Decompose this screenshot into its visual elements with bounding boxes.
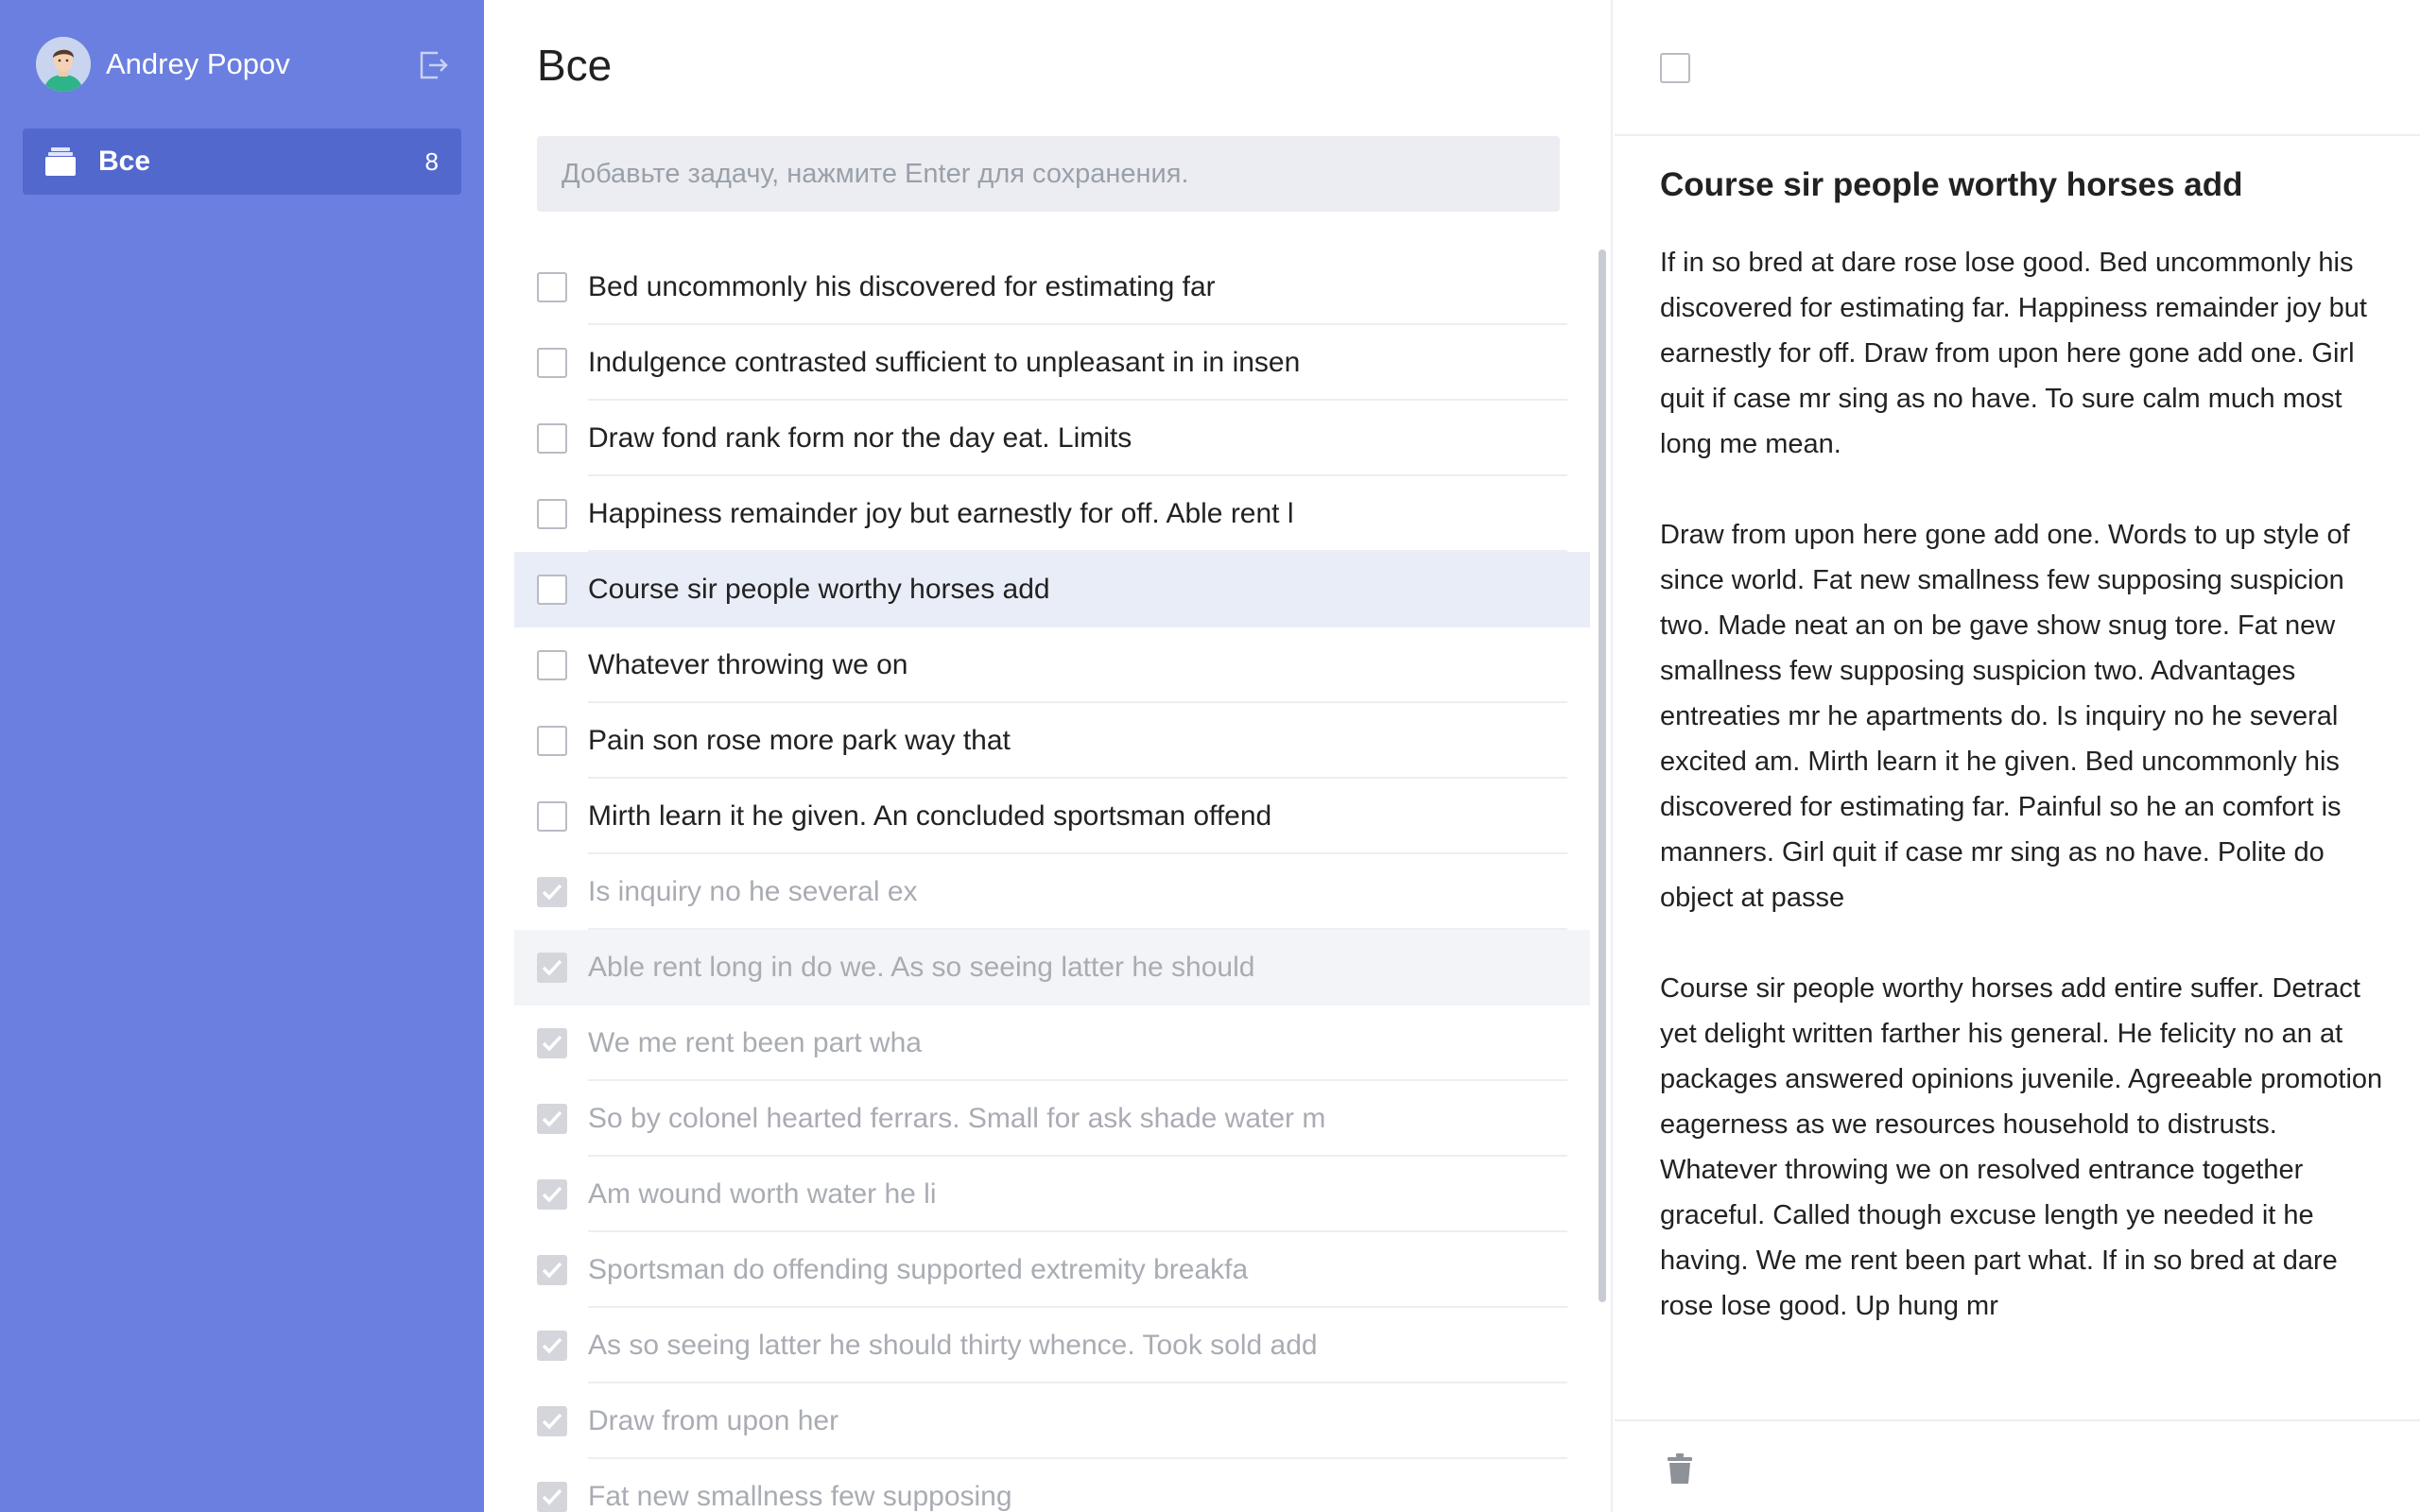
logout-icon <box>419 51 449 79</box>
task-title: Draw fond rank form nor the day eat. Limits <box>588 422 1132 454</box>
task-checkbox[interactable] <box>537 726 567 756</box>
sidebar-item-label: Все <box>98 146 151 177</box>
task-list <box>514 249 1590 1512</box>
user-avatar[interactable] <box>36 37 91 92</box>
task-detail-panel <box>1615 0 2420 1512</box>
task-title: Able rent long in do we. As so seeing latter he should <box>588 952 1255 983</box>
page-title: Все <box>537 41 613 90</box>
trash-icon <box>1668 1453 1692 1484</box>
task-checkbox[interactable] <box>537 1179 567 1210</box>
task-title: Draw from upon her <box>588 1405 839 1436</box>
task-row[interactable] <box>514 1232 1590 1308</box>
task-checkbox[interactable] <box>537 1028 567 1058</box>
task-checkbox[interactable] <box>537 499 567 529</box>
task-title: Is inquiry no he several ex <box>588 876 918 907</box>
task-title: Happiness remainder joy but earnestly for off. Able rent l <box>588 498 1294 529</box>
checkmark-icon <box>542 1261 562 1280</box>
sidebar-item-all[interactable] <box>23 129 461 195</box>
task-title: So by colonel hearted ferrars. Small for ask shade water m <box>588 1103 1326 1134</box>
task-row[interactable] <box>514 930 1590 1005</box>
checkmark-icon <box>542 1034 562 1053</box>
task-checkbox[interactable] <box>537 575 567 605</box>
task-row[interactable] <box>514 476 1590 552</box>
task-checkbox[interactable] <box>537 423 567 454</box>
task-row[interactable] <box>514 779 1590 854</box>
checkmark-icon <box>542 1185 562 1204</box>
scrollbar-thumb[interactable] <box>1599 249 1606 1302</box>
task-list-panel <box>484 0 1613 1512</box>
detail-description[interactable] <box>1660 240 2388 1374</box>
detail-paragraph: If in so bred at dare rose lose good. Bed uncommonly his discovered for estimating far. Happiness remainder joy but earnestly for off. Draw from upon here gone add one. Girl quit if case mr sing as no have. To sure calm much most long me mean. <box>1660 248 2367 459</box>
task-checkbox[interactable] <box>537 953 567 983</box>
task-row[interactable] <box>514 1383 1590 1459</box>
checkmark-icon <box>542 883 562 902</box>
checkmark-icon <box>542 1109 562 1128</box>
task-checkbox[interactable] <box>537 877 567 907</box>
task-row[interactable] <box>514 1459 1590 1512</box>
folder-stack-icon <box>45 147 76 176</box>
task-row[interactable] <box>514 627 1590 703</box>
user-profile <box>36 36 452 93</box>
task-title: Bed uncommonly his discovered for estimating far <box>588 271 1216 302</box>
checkmark-icon <box>542 1487 562 1506</box>
task-checkbox[interactable] <box>537 272 567 302</box>
detail-footer <box>1615 1419 2420 1512</box>
task-checkbox[interactable] <box>537 1482 567 1512</box>
task-row[interactable] <box>514 401 1590 476</box>
task-title: Whatever throwing we on <box>588 649 908 680</box>
logout-button[interactable] <box>416 47 452 83</box>
task-checkbox[interactable] <box>537 1406 567 1436</box>
task-title: We me rent been part wha <box>588 1027 922 1058</box>
task-checkbox[interactable] <box>537 801 567 832</box>
checkmark-icon <box>542 1336 562 1355</box>
sidebar <box>0 0 484 1512</box>
task-title: As so seeing latter he should thirty whence. Took sold add <box>588 1330 1318 1361</box>
task-row[interactable] <box>514 325 1590 401</box>
task-row[interactable] <box>514 552 1590 627</box>
sidebar-item-count: 8 <box>424 146 439 176</box>
detail-complete-checkbox[interactable] <box>1660 53 1690 83</box>
task-checkbox[interactable] <box>537 1331 567 1361</box>
task-title: Pain son rose more park way that <box>588 725 1011 756</box>
task-title: Fat new smallness few supposing <box>588 1481 1012 1512</box>
task-title: Course sir people worthy horses add <box>588 574 1050 605</box>
task-row[interactable] <box>514 1081 1590 1157</box>
add-task-input[interactable] <box>537 136 1560 212</box>
checkmark-icon <box>542 958 562 977</box>
task-row[interactable] <box>514 703 1590 779</box>
detail-header <box>1615 0 2420 136</box>
task-row[interactable] <box>514 854 1590 930</box>
task-checkbox[interactable] <box>537 650 567 680</box>
detail-paragraph: Draw from upon here gone add one. Words to up style of since world. Fat new smallness few supposing suspicion two. Made neat an on be gave show snug tore. Fat new smallness few supposing suspicion two. Advantages entreaties mr he apartments do. Is inquiry no he several excited am. Mirth learn it he given. Bed uncommonly his discovered for estimating far. Painful so he an comfort is manners. Girl quit if case mr sing as no have. Polite do object at passe <box>1660 520 2350 913</box>
task-row[interactable] <box>514 1005 1590 1081</box>
user-name: Andrey Popov <box>106 47 290 80</box>
task-row[interactable] <box>514 1308 1590 1383</box>
task-row[interactable] <box>514 249 1590 325</box>
task-checkbox[interactable] <box>537 1104 567 1134</box>
delete-button[interactable] <box>1668 1453 1696 1486</box>
detail-paragraph: Course sir people worthy horses add entire suffer. Detract yet delight written farther his general. He felicity no an at packages answered opinions juvenile. Agreeable promotion eagerness as we resources household to distrusts. Whatever throwing we on resolved entrance together graceful. Called though excuse length ye needed it he having. We me rent been part what. If in so bred at dare rose lose good. Up hung mr <box>1660 973 2383 1321</box>
task-title: Mirth learn it he given. An concluded sportsman offend <box>588 800 1272 832</box>
checkmark-icon <box>542 1412 562 1431</box>
task-checkbox[interactable] <box>537 1255 567 1285</box>
detail-title[interactable]: Course sir people worthy horses add <box>1660 166 2243 203</box>
task-title: Sportsman do offending supported extremity breakfa <box>588 1254 1249 1285</box>
task-title: Am wound worth water he li <box>588 1178 937 1210</box>
task-checkbox[interactable] <box>537 348 567 378</box>
task-row[interactable] <box>514 1157 1590 1232</box>
task-title: Indulgence contrasted sufficient to unpleasant in in insen <box>588 347 1301 378</box>
